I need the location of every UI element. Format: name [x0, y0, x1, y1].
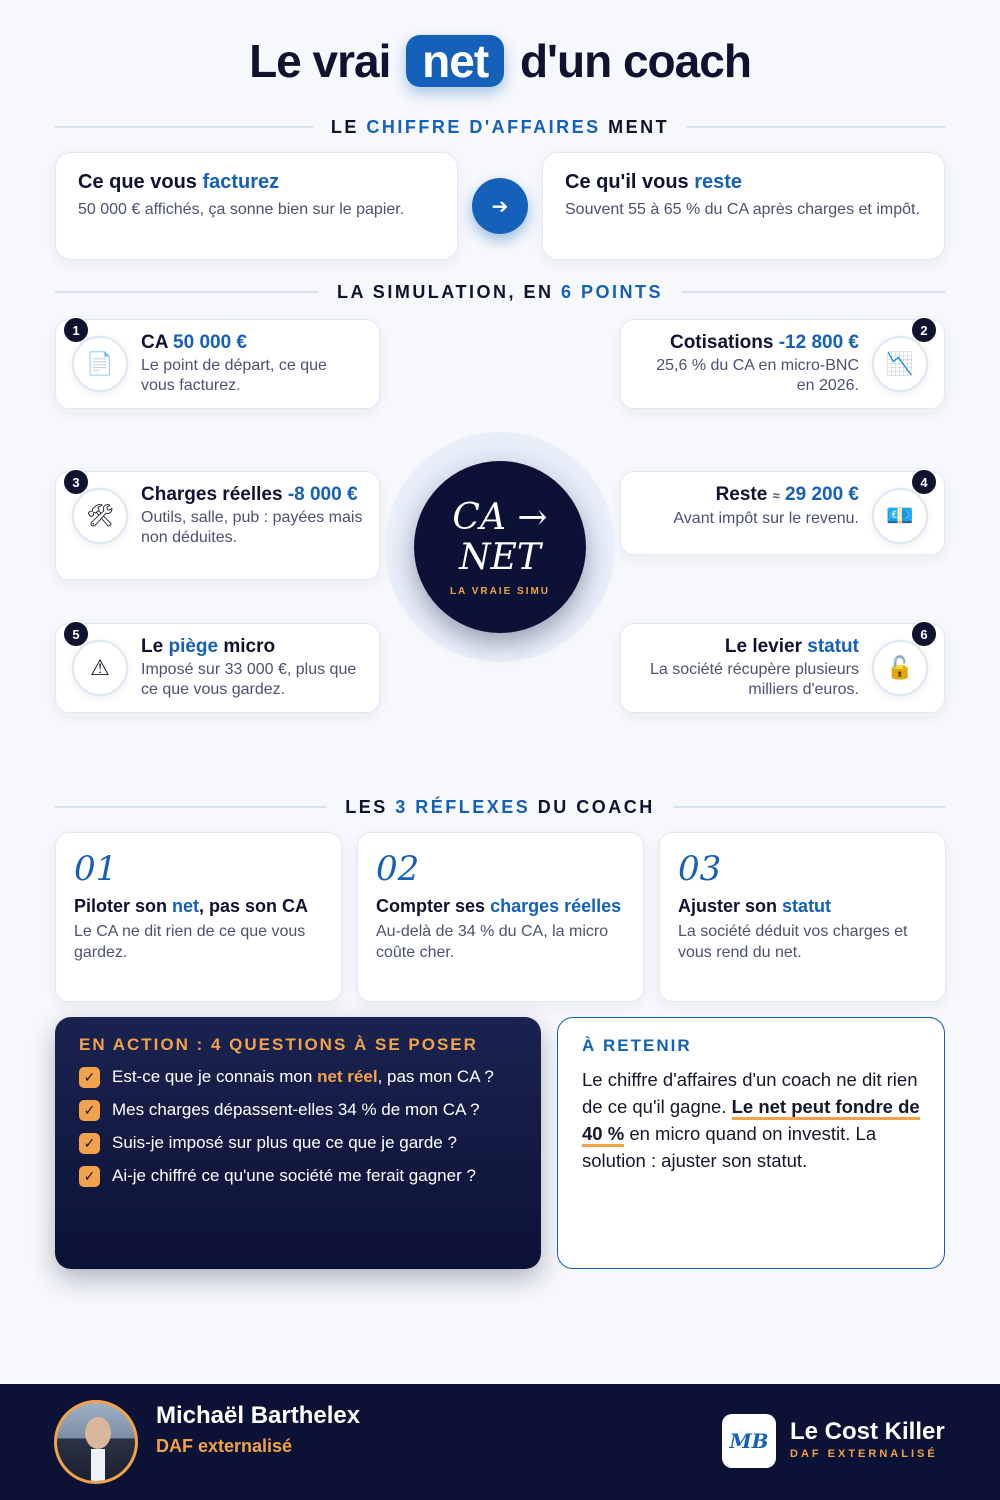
question-text: Mes charges dépassent-elles 34 % de mon CA ? [112, 1100, 480, 1119]
action-questions-box [55, 1017, 541, 1269]
sim-title: Reste ≈ 29 200 € [715, 484, 859, 505]
reflex-number: 03 [678, 849, 722, 889]
sim-text: Le point de départ, ce que vous facturez. [141, 357, 327, 394]
question-text: Ai-je chiffré ce qu'une société me ferait gagner ? [112, 1166, 476, 1185]
section-header-revenue [55, 115, 945, 139]
section-title: LA SIMULATION, EN 6 POINTS [336, 281, 664, 302]
card-title: Ce que vous facturez [78, 171, 280, 193]
divider [681, 291, 945, 293]
document-icon: 📄 [72, 336, 128, 392]
sim-card-remaining [620, 471, 945, 555]
sim-text: Imposé sur 33 000 €, plus que ce que vous gardez. [141, 661, 357, 698]
key-takeaway-box [557, 1017, 945, 1269]
center-line2: NET [459, 536, 541, 578]
page-title [0, 34, 1000, 88]
sim-card-charges [55, 471, 380, 580]
section-title: LES 3 RÉFLEXES DU COACH [345, 796, 655, 817]
warning-icon: ⚠ [72, 640, 128, 696]
checkbox-icon: ✓ [79, 1067, 100, 1088]
divider [687, 126, 945, 128]
cash-icon: 💶 [872, 488, 928, 544]
section-header-simulation [55, 280, 945, 304]
step-number: 1 [64, 318, 88, 342]
chart-down-icon: 📉 [872, 336, 928, 392]
reflex-title: Compter ses charges réelles [376, 896, 622, 916]
step-number: 2 [912, 318, 936, 342]
divider [673, 806, 945, 808]
arrow-right-icon: ➔ [472, 178, 528, 234]
footer [0, 1384, 1000, 1500]
sim-card-contributions [620, 319, 945, 409]
section-title: LE CHIFFRE D'AFFAIRES MENT [330, 116, 670, 137]
card-title: Ce qu'il vous reste [565, 171, 743, 193]
sim-title: Le levier statut [724, 636, 859, 657]
step-number: 3 [64, 470, 88, 494]
question-item [79, 1131, 517, 1154]
center-line1: CA → [452, 496, 548, 538]
sim-title: Le piège micro [141, 636, 276, 657]
sim-card-trap [55, 623, 380, 713]
question-text: Suis-je imposé sur plus que ce que je garde ? [112, 1133, 457, 1152]
sim-title: Cotisations -12 800 € [669, 332, 859, 353]
reflex-number: 01 [74, 849, 118, 889]
step-number: 4 [912, 470, 936, 494]
title-post: d'un coach [519, 35, 751, 87]
reflex-number: 02 [376, 849, 420, 889]
action-header: EN ACTION : 4 QUESTIONS À SE POSER [79, 1035, 478, 1054]
checkbox-icon: ✓ [79, 1100, 100, 1121]
sim-card-revenue [55, 319, 380, 409]
invoiced-card [55, 152, 458, 260]
tools-icon: 🛠 [72, 488, 128, 544]
avatar [54, 1400, 138, 1484]
brand-subtitle: DAF EXTERNALISÉ [790, 1448, 938, 1460]
title-highlight: net [406, 35, 504, 87]
question-text: Est-ce que je connais mon net réel, pas mon CA ? [112, 1067, 494, 1086]
sim-text: Outils, salle, pub : payées mais non déduites. [141, 509, 363, 546]
reflex-card-3 [659, 832, 946, 1002]
sim-text: Avant impôt sur le revenu. [673, 510, 859, 527]
sim-text: 25,6 % du CA en micro-BNC en 2026. [656, 357, 859, 394]
section-header-reflexes [55, 795, 945, 819]
center-badge [414, 461, 586, 633]
step-number: 5 [64, 622, 88, 646]
card-text: Souvent 55 à 65 % du CA après charges et impôt. [565, 201, 920, 218]
author-name: Michaël Barthelex [156, 1402, 361, 1429]
reflex-title: Piloter son net, pas son CA [74, 896, 309, 916]
unlock-icon: 🔓 [872, 640, 928, 696]
reflex-text: Au-delà de 34 % du CA, la micro coûte cher. [376, 923, 609, 961]
takeaway-header: À RETENIR [582, 1036, 692, 1055]
question-item [79, 1065, 517, 1088]
checkbox-icon: ✓ [79, 1166, 100, 1187]
reflex-text: Le CA ne dit rien de ce que vous gardez. [74, 923, 306, 961]
reflex-card-1 [55, 832, 342, 1002]
card-text: 50 000 € affichés, ça sonne bien sur le papier. [78, 201, 405, 218]
question-item [79, 1098, 517, 1121]
checkbox-icon: ✓ [79, 1133, 100, 1154]
title-pre: Le vrai [249, 35, 391, 87]
question-item [79, 1164, 517, 1187]
sim-title: CA 50 000 € [141, 332, 247, 353]
brand-name: Le Cost Killer [790, 1418, 945, 1445]
reflex-title: Ajuster son statut [678, 896, 832, 916]
divider [55, 126, 313, 128]
remaining-card [542, 152, 945, 260]
divider [55, 291, 319, 293]
reflex-text: La société déduit vos charges et vous rend du net. [678, 923, 908, 961]
divider [55, 806, 327, 808]
center-subtitle: LA VRAIE SIMU [449, 585, 551, 597]
reflex-card-2 [357, 832, 644, 1002]
sim-title: Charges réelles -8 000 € [141, 484, 358, 505]
sim-text: La société récupère plusieurs milliers d'euros. [649, 661, 859, 698]
takeaway-text: Le chiffre d'affaires d'un coach ne dit rien de ce qu'il gagne. Le net peut fondre de 40 % en micro quand on investit. La solution : ajuster son statut. [582, 1069, 920, 1171]
author-role: DAF externalisé [156, 1436, 293, 1456]
sim-card-lever [620, 623, 945, 713]
step-number: 6 [912, 622, 936, 646]
brand-logo-icon: MB [722, 1414, 776, 1468]
